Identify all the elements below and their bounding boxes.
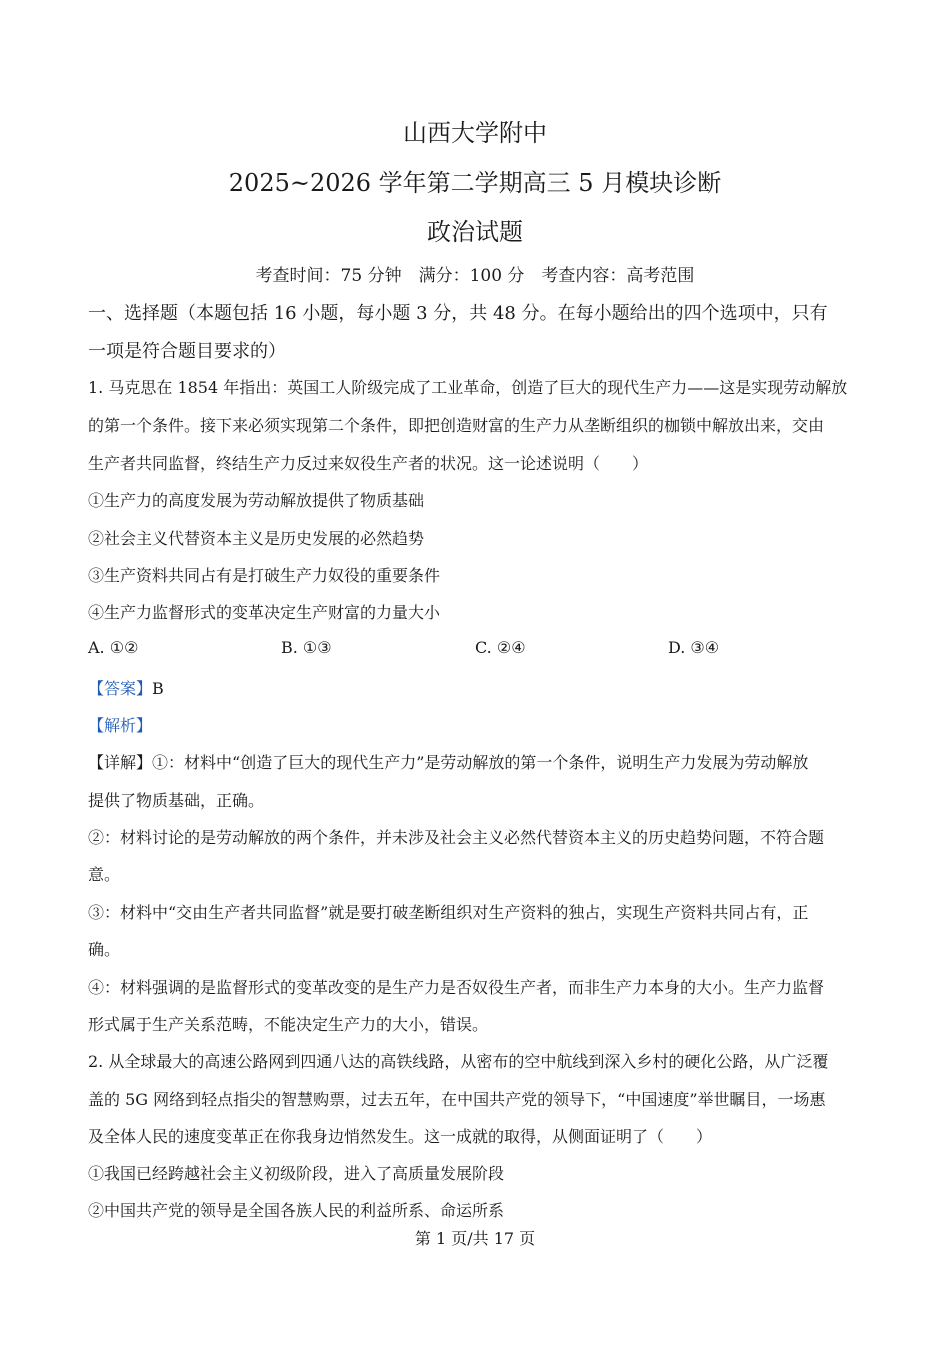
q1-stem-line2: 的第一个条件。接下来必须实现第二个条件，即把创造财富的生产力从垄断组织的枷锁中解放出来，交由 [88, 416, 825, 435]
q2-statement-2: ②中国共产党的领导是全国各族人民的利益所系、命运所系 [88, 1201, 505, 1220]
q1-detail-1a [88, 750, 868, 773]
q1-detail-3b: 确。 [88, 940, 121, 959]
q1-option-c: C. ②④ [475, 638, 526, 657]
q1-stem-line3: 生产者共同监督，终结生产力反过来奴役生产者的状况。这一论述说明（ ） [88, 454, 649, 473]
q1-statement-4: ④生产力监督形式的变革决定生产财富的力量大小 [88, 603, 441, 622]
q2-statement-1: ①我国已经跨越社会主义初级阶段，进入了高质量发展阶段 [88, 1164, 505, 1183]
q1-detail-4a: ④：材料强调的是监督形式的变革改变的是生产力是否奴役生产者，而非生产力本身的大小。生产力监督 [88, 978, 825, 997]
page-footer: 第 1 页/共 17 页 [414, 1229, 536, 1248]
q1-detail-2b: 意。 [88, 865, 121, 884]
q1-detail-3a: ③：材料中“交由生产者共同监督”就是要打破垄断组织对生产资料的独占，实现生产资料共同占有，正 [88, 903, 809, 922]
answer-value: B [152, 679, 164, 698]
q1-option-a: A. ①② [88, 638, 139, 657]
exam-meta: 考查时间：75 分钟 满分：100 分 考查内容：高考范围 [255, 266, 695, 286]
q1-statement-3: ③生产资料共同占有是打破生产力奴役的重要条件 [88, 566, 441, 585]
q1-detail-4b: 形式属于生产关系范畴，不能决定生产力的大小，错误。 [88, 1015, 489, 1034]
school-name: 山西大学附中 [403, 119, 547, 147]
q1-statement-2: ②社会主义代替资本主义是历史发展的必然趋势 [88, 529, 425, 548]
q1-option-b: B. ①③ [281, 638, 332, 657]
q2-stem-line3: 及全体人民的速度变革正在你我身边悄然发生。这一成就的取得，从侧面证明了（ ） [88, 1127, 713, 1146]
detail-label: 【详解】 [88, 753, 153, 772]
q1-detail-2a: ②：材料讨论的是劳动解放的两个条件，并未涉及社会主义必然代替资本主义的历史趋势问题，不符合题 [88, 828, 825, 847]
q1-option-d: D. ③④ [668, 638, 720, 657]
q2-stem-line2: 盖的 5G 网络到轻点指尖的智慧购票，过去五年，在中国共产党的领导下，“中国速度”举世瞩目，一场惠 [88, 1090, 826, 1109]
section-heading-line1: 一、选择题（本题包括 16 小题，每小题 3 分，共 48 分。在每小题给出的四个选项中，只有 [88, 303, 828, 324]
q1-detail-1b: 提供了物质基础，正确。 [88, 791, 265, 810]
exam-term: 2025~2026 学年第二学期高三 5 月模块诊断 [228, 169, 722, 197]
q1-detail-1a-text: ①：材料中“创造了巨大的现代生产力”是劳动解放的第一个条件，说明生产力发展为劳动解放 [152, 753, 809, 772]
q1-stem-line1: 1. 马克思在 1854 年指出：英国工人阶级完成了工业革命，创造了巨大的现代生产力——这是实现劳动解放 [88, 378, 848, 397]
answer-label: 【答案】 [88, 679, 153, 698]
q1-statement-1: ①生产力的高度发展为劳动解放提供了物质基础 [88, 491, 425, 510]
analysis-label: 【解析】 [88, 716, 153, 735]
exam-subject: 政治试题 [427, 218, 523, 246]
section-heading-line2: 一项是符合题目要求的） [88, 341, 286, 362]
q1-answer [88, 676, 868, 699]
q2-stem-line1: 2. 从全球最大的高速公路网到四通八达的高铁线路，从密布的空中航线到深入乡村的硬化公路，从广泛覆 [88, 1052, 829, 1071]
